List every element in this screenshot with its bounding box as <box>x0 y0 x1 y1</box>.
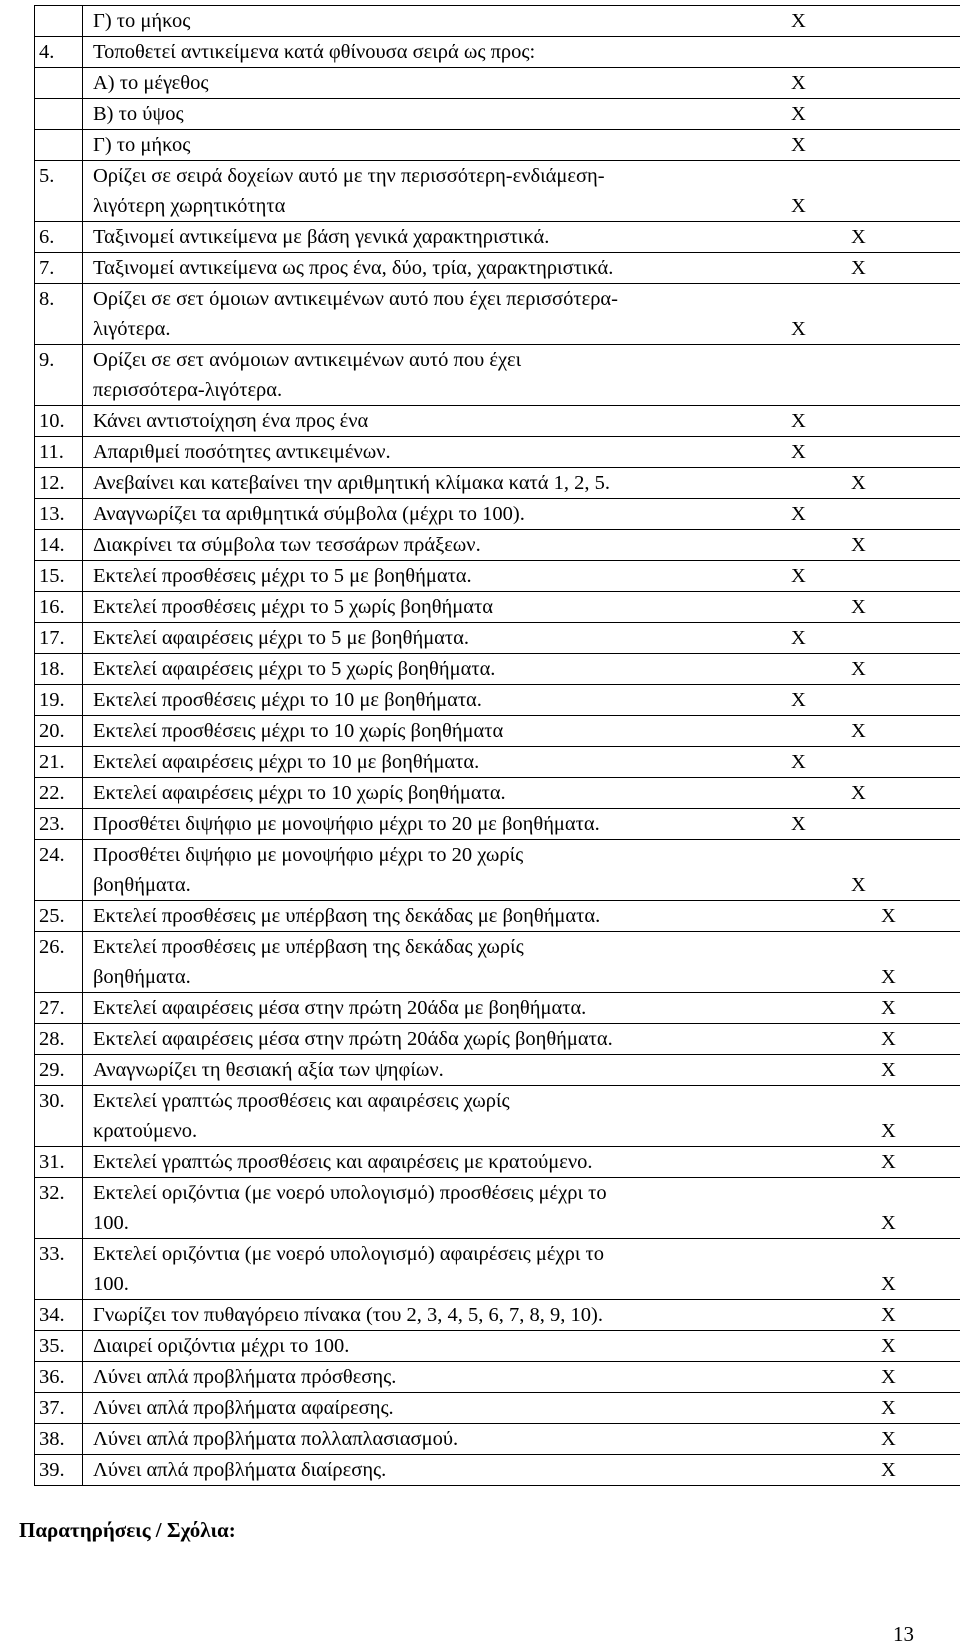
item-cell <box>83 437 960 468</box>
table-row <box>35 1424 960 1455</box>
item-text: Λύνει απλά προβλήματα διαίρεσης. <box>93 1455 956 1485</box>
item-text: Λύνει απλά προβλήματα πρόσθεσης. <box>93 1362 956 1392</box>
table-row <box>35 932 960 993</box>
item-number: 4. <box>35 37 83 68</box>
table-row <box>35 561 960 592</box>
item-text: Ορίζει σε σειρά δοχείων αυτό με την περισσότερη-ενδιάμεση- λιγότερη χωρητικότητα <box>93 161 956 221</box>
item-text: Ταξινομεί αντικείμενα με βάση γενικά χαρακτηριστικά. <box>93 222 956 252</box>
table-row <box>35 716 960 747</box>
table-row <box>35 1331 960 1362</box>
check-mark: X <box>791 561 806 591</box>
check-mark: X <box>881 993 896 1023</box>
item-text: Εκτελεί αφαιρέσεις μέχρι το 5 χωρίς βοηθήματα. <box>93 654 956 684</box>
item-number: 12. <box>35 468 83 499</box>
item-number: 14. <box>35 530 83 561</box>
item-text: Τοποθετεί αντικείμενα κατά φθίνουσα σειρά ως προς: <box>93 37 956 67</box>
item-cell <box>83 1331 960 1362</box>
item-cell <box>83 1147 960 1178</box>
item-number: 23. <box>35 809 83 840</box>
item-number <box>35 68 83 99</box>
item-cell <box>83 840 960 901</box>
table-row <box>35 840 960 901</box>
item-text: Ταξινομεί αντικείμενα ως προς ένα, δύο, τρία, χαρακτηριστικά. <box>93 253 956 283</box>
item-cell <box>83 345 960 406</box>
item-cell <box>83 284 960 345</box>
table-row <box>35 747 960 778</box>
check-mark: X <box>791 437 806 467</box>
table-row <box>35 406 960 437</box>
item-cell <box>83 222 960 253</box>
table-row <box>35 1393 960 1424</box>
item-number: 31. <box>35 1147 83 1178</box>
remarks-heading: Παρατηρήσεις / Σχόλια: <box>19 1518 236 1543</box>
item-number: 25. <box>35 901 83 932</box>
item-number: 10. <box>35 406 83 437</box>
item-cell <box>83 6 960 37</box>
item-number: 11. <box>35 437 83 468</box>
item-number: 35. <box>35 1331 83 1362</box>
table-row <box>35 1086 960 1147</box>
item-cell <box>83 932 960 993</box>
item-text: Εκτελεί προσθέσεις μέχρι το 5 με βοηθήματα. <box>93 561 956 591</box>
check-mark: X <box>881 1300 896 1330</box>
item-number: 36. <box>35 1362 83 1393</box>
check-mark: X <box>791 623 806 653</box>
item-cell <box>83 901 960 932</box>
item-cell <box>83 530 960 561</box>
item-number: 13. <box>35 499 83 530</box>
check-mark: X <box>851 778 866 808</box>
item-text: Εκτελεί οριζόντια (με νοερό υπολογισμό) προσθέσεις μέχρι το 100. <box>93 1178 956 1238</box>
item-text: Εκτελεί οριζόντια (με νοερό υπολογισμό) αφαιρέσεις μέχρι το 100. <box>93 1239 956 1299</box>
item-cell <box>83 468 960 499</box>
item-number: 17. <box>35 623 83 654</box>
item-cell <box>83 68 960 99</box>
item-text: Α) το μέγεθος <box>93 68 956 98</box>
table-row <box>35 37 960 68</box>
item-number <box>35 99 83 130</box>
item-number: 29. <box>35 1055 83 1086</box>
item-text: Εκτελεί προσθέσεις μέχρι το 10 χωρίς βοηθήματα <box>93 716 956 746</box>
item-text: Ανεβαίνει και κατεβαίνει την αριθμητική κλίμακα κατά 1, 2, 5. <box>93 468 956 498</box>
check-mark: X <box>881 1269 896 1299</box>
check-mark: X <box>791 499 806 529</box>
item-text: Γ) το μήκος <box>93 130 956 160</box>
item-cell <box>83 99 960 130</box>
item-number: 7. <box>35 253 83 284</box>
check-mark: X <box>791 314 806 344</box>
check-mark: X <box>881 1024 896 1054</box>
item-cell <box>83 654 960 685</box>
item-cell <box>83 1300 960 1331</box>
check-mark: X <box>881 1424 896 1454</box>
check-mark: X <box>791 191 806 221</box>
item-cell <box>83 130 960 161</box>
table-row <box>35 685 960 716</box>
table-row <box>35 623 960 654</box>
table-row <box>35 901 960 932</box>
check-mark: X <box>881 1208 896 1238</box>
item-number: 32. <box>35 1178 83 1239</box>
check-mark: X <box>881 901 896 931</box>
item-text: Λύνει απλά προβλήματα αφαίρεσης. <box>93 1393 956 1423</box>
item-cell <box>83 809 960 840</box>
item-text: Κάνει αντιστοίχηση ένα προς ένα <box>93 406 956 436</box>
item-text: Εκτελεί γραπτώς προσθέσεις και αφαιρέσεις με κρατούμενο. <box>93 1147 956 1177</box>
check-mark: X <box>851 654 866 684</box>
item-number: 15. <box>35 561 83 592</box>
item-number <box>35 6 83 37</box>
item-text: Γ) το μήκος <box>93 6 956 36</box>
item-text: Εκτελεί προσθέσεις μέχρι το 10 με βοηθήματα. <box>93 685 956 715</box>
item-number: 9. <box>35 345 83 406</box>
item-cell <box>83 499 960 530</box>
table-row <box>35 99 960 130</box>
item-text: Εκτελεί προσθέσεις μέχρι το 5 χωρίς βοηθήματα <box>93 592 956 622</box>
check-mark: X <box>881 962 896 992</box>
item-text: Εκτελεί προσθέσεις με υπέρβαση της δεκάδας με βοηθήματα. <box>93 901 956 931</box>
check-mark: X <box>791 406 806 436</box>
item-number: 28. <box>35 1024 83 1055</box>
item-number: 16. <box>35 592 83 623</box>
check-mark: X <box>791 685 806 715</box>
item-cell <box>83 1455 960 1486</box>
item-number: 27. <box>35 993 83 1024</box>
table-row <box>35 161 960 222</box>
item-text: Εκτελεί αφαιρέσεις μέχρι το 10 με βοηθήματα. <box>93 747 956 777</box>
table-row <box>35 130 960 161</box>
check-mark: X <box>881 1116 896 1146</box>
item-cell <box>83 778 960 809</box>
item-text: Εκτελεί γραπτώς προσθέσεις και αφαιρέσεις χωρίς κρατούμενο. <box>93 1086 956 1146</box>
table-row <box>35 1362 960 1393</box>
item-text: Εκτελεί αφαιρέσεις μέχρι το 10 χωρίς βοηθήματα. <box>93 778 956 808</box>
item-number: 21. <box>35 747 83 778</box>
item-number: 5. <box>35 161 83 222</box>
item-cell <box>83 1086 960 1147</box>
check-mark: X <box>881 1055 896 1085</box>
assessment-table-body <box>35 6 960 1486</box>
item-number: 18. <box>35 654 83 685</box>
item-number: 6. <box>35 222 83 253</box>
item-text: Προσθέτει διψήφιο με μονοψήφιο μέχρι το 20 χωρίς βοηθήματα. <box>93 840 956 900</box>
item-cell <box>83 1239 960 1300</box>
item-number: 8. <box>35 284 83 345</box>
item-text: Διακρίνει τα σύμβολα των τεσσάρων πράξεων. <box>93 530 956 560</box>
item-cell <box>83 592 960 623</box>
table-row <box>35 993 960 1024</box>
item-text: Εκτελεί αφαιρέσεις μέχρι το 5 με βοηθήματα. <box>93 623 956 653</box>
check-mark: X <box>851 716 866 746</box>
item-number: 37. <box>35 1393 83 1424</box>
table-row <box>35 1147 960 1178</box>
item-cell <box>83 1178 960 1239</box>
item-number: 24. <box>35 840 83 901</box>
check-mark: X <box>881 1147 896 1177</box>
item-number: 39. <box>35 1455 83 1486</box>
check-mark: X <box>851 592 866 622</box>
item-cell <box>83 561 960 592</box>
check-mark: X <box>881 1331 896 1361</box>
item-number <box>35 130 83 161</box>
check-mark: X <box>881 1393 896 1423</box>
check-mark: X <box>851 468 866 498</box>
item-cell <box>83 1055 960 1086</box>
item-cell <box>83 1393 960 1424</box>
item-text: Β) το ύψος <box>93 99 956 129</box>
item-number: 22. <box>35 778 83 809</box>
item-cell <box>83 37 960 68</box>
item-cell <box>83 993 960 1024</box>
item-number: 20. <box>35 716 83 747</box>
item-text: Γνωρίζει τον πυθαγόρειο πίνακα (του 2, 3, 4, 5, 6, 7, 8, 9, 10). <box>93 1300 956 1330</box>
item-number: 34. <box>35 1300 83 1331</box>
item-text: Αναγνωρίζει τη θεσιακή αξία των ψηφίων. <box>93 1055 956 1085</box>
item-number: 38. <box>35 1424 83 1455</box>
item-cell <box>83 1024 960 1055</box>
table-row <box>35 468 960 499</box>
item-text: Εκτελεί προσθέσεις με υπέρβαση της δεκάδας χωρίς βοηθήματα. <box>93 932 956 992</box>
item-text: Αναγνωρίζει τα αριθμητικά σύμβολα (μέχρι το 100). <box>93 499 956 529</box>
item-text: Εκτελεί αφαιρέσεις μέσα στην πρώτη 20άδα με βοηθήματα. <box>93 993 956 1023</box>
item-cell <box>83 747 960 778</box>
item-text: Ορίζει σε σετ όμοιων αντικειμένων αυτό που έχει περισσότερα- λιγότερα. <box>93 284 956 344</box>
check-mark: X <box>791 809 806 839</box>
assessment-table <box>34 5 960 1486</box>
check-mark: X <box>881 1362 896 1392</box>
page-number: 13 <box>893 1623 914 1645</box>
table-row <box>35 654 960 685</box>
item-text: Εκτελεί αφαιρέσεις μέσα στην πρώτη 20άδα χωρίς βοηθήματα. <box>93 1024 956 1054</box>
item-number: 26. <box>35 932 83 993</box>
table-row <box>35 809 960 840</box>
check-mark: X <box>791 747 806 777</box>
table-row <box>35 1024 960 1055</box>
item-text: Λύνει απλά προβλήματα πολλαπλασιασμού. <box>93 1424 956 1454</box>
item-cell <box>83 406 960 437</box>
table-row <box>35 1455 960 1486</box>
table-row <box>35 284 960 345</box>
check-mark: X <box>851 530 866 560</box>
table-row <box>35 1178 960 1239</box>
table-row <box>35 437 960 468</box>
item-text: Απαριθμεί ποσότητες αντικειμένων. <box>93 437 956 467</box>
table-row <box>35 592 960 623</box>
check-mark: X <box>791 68 806 98</box>
item-text: Ορίζει σε σετ ανόμοιων αντικειμένων αυτό που έχει περισσότερα-λιγότερα. <box>93 345 956 405</box>
item-text: Διαιρεί οριζόντια μέχρι το 100. <box>93 1331 956 1361</box>
check-mark: X <box>851 222 866 252</box>
item-cell <box>83 623 960 654</box>
item-number: 33. <box>35 1239 83 1300</box>
table-row <box>35 499 960 530</box>
table-row <box>35 1055 960 1086</box>
item-cell <box>83 716 960 747</box>
table-row <box>35 345 960 406</box>
check-mark: X <box>791 130 806 160</box>
check-mark: X <box>851 870 866 900</box>
item-cell <box>83 161 960 222</box>
item-cell <box>83 253 960 284</box>
table-row <box>35 222 960 253</box>
check-mark: X <box>791 6 806 36</box>
check-mark: X <box>881 1455 896 1485</box>
item-cell <box>83 685 960 716</box>
item-number: 30. <box>35 1086 83 1147</box>
table-row <box>35 530 960 561</box>
table-row <box>35 1300 960 1331</box>
check-mark: X <box>791 99 806 129</box>
check-mark: X <box>851 253 866 283</box>
item-cell <box>83 1362 960 1393</box>
item-cell <box>83 1424 960 1455</box>
table-row <box>35 1239 960 1300</box>
table-row <box>35 253 960 284</box>
table-row <box>35 778 960 809</box>
item-text: Προσθέτει διψήφιο με μονοψήφιο μέχρι το 20 με βοηθήματα. <box>93 809 956 839</box>
table-row <box>35 68 960 99</box>
table-row <box>35 6 960 37</box>
item-number: 19. <box>35 685 83 716</box>
